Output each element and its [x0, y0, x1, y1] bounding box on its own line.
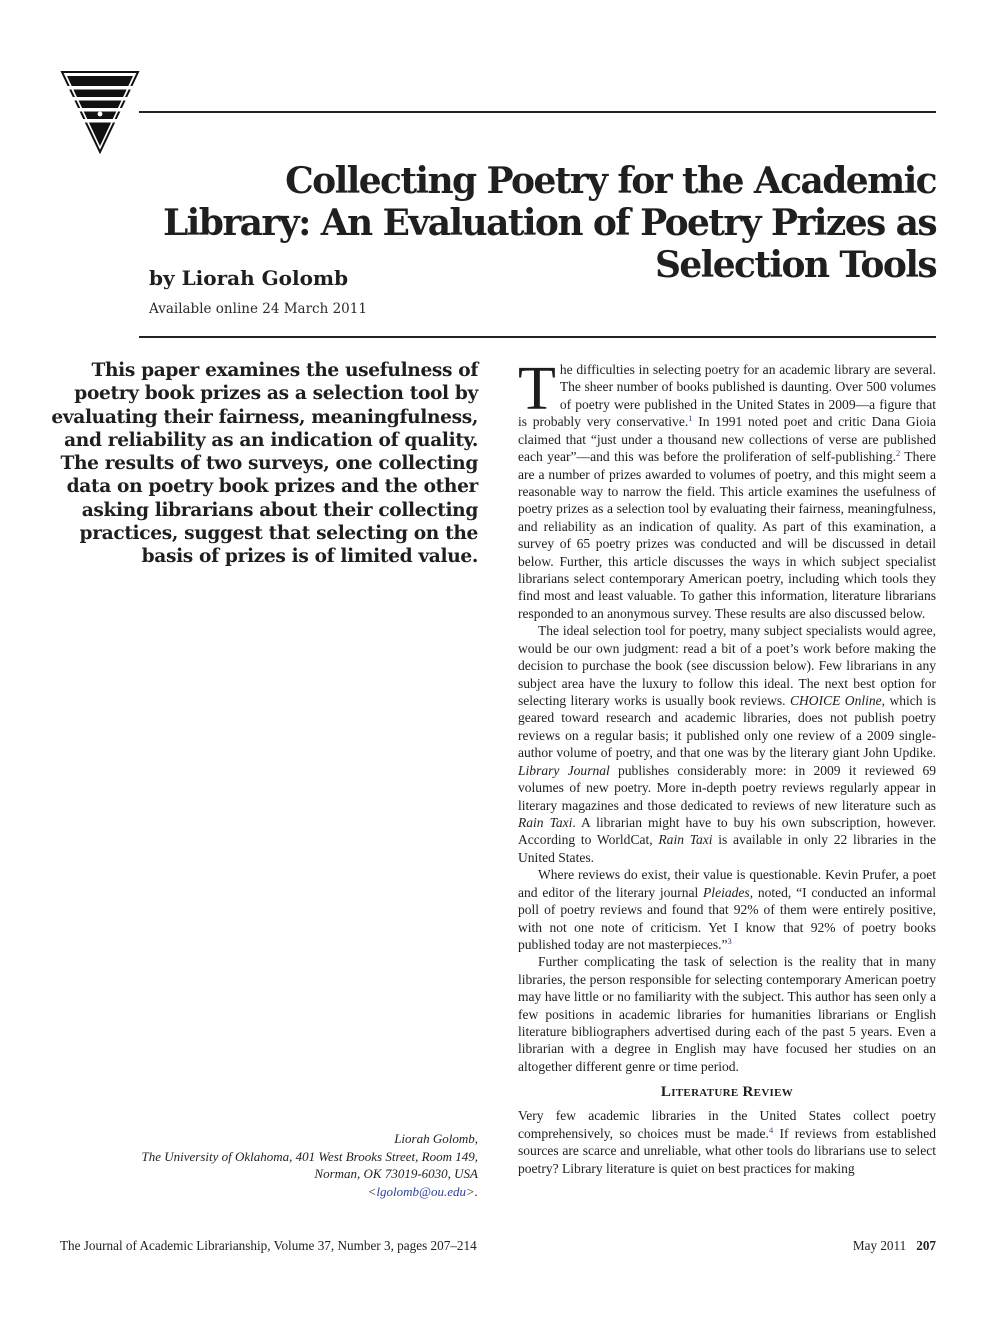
author-affiliation	[80, 1130, 478, 1200]
drop-cap: T	[518, 355, 556, 423]
article-title: Collecting Poetry for the Academic Library: An Evaluation of Poetry Prizes as Selection Tools	[162, 160, 936, 286]
paragraph-4: Further complicating the task of selection is the reality that in many libraries, the person responsible for selecting contemporary American poetry may have little or no familiarity with the subject. This author has seen only a few positions in academic libraries for humanities librarians or English literature bibliographers advertised during each of the past 5 years. Even a librarian with a degree in English may have focused her studies on an altogether different genre or time period.	[518, 954, 936, 1074]
email-link[interactable]: lgolomb@ou.edu	[376, 1183, 466, 1199]
footnote-ref[interactable]: 2	[895, 448, 901, 459]
header-rule	[139, 111, 936, 113]
article-body	[518, 355, 937, 1177]
footer-date-page	[853, 1238, 936, 1254]
footnote-ref[interactable]: 3	[727, 935, 732, 946]
abstract: This paper examines the usefulness of poetry book prizes as a selection tool by evaluating their fairness, meaningfulness, and reliability as an indication of quality. The results of two surveys, one collecting data on poetry book prizes and the other asking librarians about their collecting practices, suggest that selecting on the basis of prizes is of limited value.	[51, 360, 478, 568]
affiliation-address-2: Norman, OK 73019-6030, USA	[314, 1166, 478, 1182]
footer-date: May 2011	[852, 1238, 907, 1253]
paragraph-5: Very few academic libraries in the United States collect poetry comprehensively, so choices must be made.$^4$ If reviews from established sources are scarce and unreliable, what other tools do librarians use to select poetry? Library literature is quiet on best practices for making	[518, 1108, 936, 1176]
paragraph-3: Where reviews do exist, their value is questionable. Kevin Prufer, a poet and editor of the literary journal Pleiades, noted, “I conducted an informal poll of poetry reviews and found that 92% of them were entirely positive, with not one note of criticism. Yet I know that 92% of poetry books published today are not masterpieces.”$^3$	[518, 867, 936, 952]
page-number: 207	[916, 1238, 936, 1253]
section-heading: Literature Review	[660, 1084, 794, 1101]
footnote-ref[interactable]: 1	[688, 413, 693, 424]
affiliation-email-line: <lgolomb@ou.edu>.	[367, 1183, 478, 1199]
title-rule	[139, 336, 936, 338]
footer-journal-citation: The Journal of Academic Librarianship, Volume 37, Number 3, pages 207–214	[60, 1238, 477, 1253]
affiliation-name: Liorah Golomb,	[394, 1131, 478, 1146]
journal-logo-icon	[60, 70, 140, 154]
footnote-ref[interactable]: 4	[768, 1124, 774, 1135]
affiliation-address-1: The University of Oklahoma, 401 West Brooks Street, Room 149,	[141, 1148, 478, 1164]
paragraph-2: The ideal selection tool for poetry, many subject specialists would agree, would be our own judgment: read a bit of a poet’s work before making the decision to purchase the book (see discussion below). Few librarians in any subject area have the luxury to follow this ideal. The next best option for selecting literary works is usually book reviews. CHOICE Online, which is geared toward research and academic libraries, does not publish poetry reviews on a regular basis; it published only one review of a 2009 single-author volume of poetry, and that one was by the literary giant John Updike. Library Journal publishes considerably more: in 2009 it reviewed 69 volumes of new poetry. More in-depth poetry reviews regularly appear in literary magazines and those dedicated to reviews of new literature such as Rain Taxi. A librarian might have to buy his own subscription, however. According to WorldCat, Rain Taxi is available in only 22 libraries in the United States.	[518, 623, 937, 865]
author-byline: by Liorah Golomb	[149, 266, 349, 290]
paragraph-1: The difficulties in selecting poetry for an academic library are several. The sheer number of books published is daunting. Over 500 volumes of poetry were published in the United States in 2009—a figure that is probably very conservative.$^1$ In 1991 noted poet and critic Dana Gioia claimed that “just under a thousand new collections of verse are published each year”—and this was before the proliferation of self-publishing.$^2$ There are a number of prizes awarded to volumes of poetry, and this might seem a reasonable way to narrow the field. This article examines the usefulness of poetry prizes as a selection tool by evaluating their fairness, meaningfulness, and reliability as an indication of quality. As part of this examination, a survey of 65 poetry prizes was conducted and will be discussed in detail below. Further, this article discusses the ways in which subject specialist librarians select contemporary American poetry, including which tools they find most and least valuable. To gather this information, literature librarians responded to an anonymous survey. These results are also discussed below.	[518, 355, 937, 621]
available-online-date: Available online 24 March 2011	[149, 301, 367, 317]
